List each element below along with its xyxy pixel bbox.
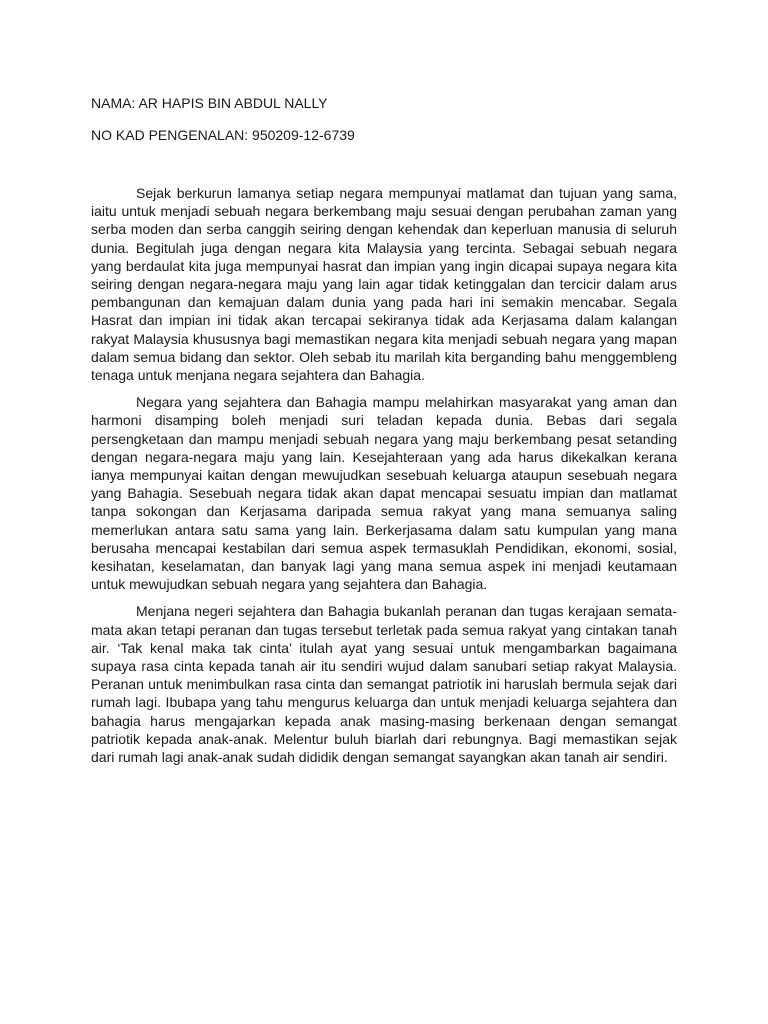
student-name: NAMA: AR HAPIS BIN ABDUL NALLY xyxy=(91,95,328,111)
essay-body xyxy=(91,184,677,775)
document-header xyxy=(91,94,681,158)
ic-number: NO KAD PENGENALAN: 950209-12-6739 xyxy=(91,127,355,143)
paragraph-3: Menjana negeri sejahtera dan Bahagia bukanlah peranan dan tugas kerajaan semata-mata akan tetapi peranan dan tugas tersebut terletak pada semua rakyat yang cintakan tanah air. ‘Tak kenal maka tak cinta’ itulah ayat yang sesuai untuk mengambarkan bagaimana supaya rasa cinta kepada tanah air itu sendiri wujud dalam sanubari setiap rakyat Malaysia. Peranan untuk menimbulkan rasa cinta dan semangat patriotik ini haruslah bermula sejak dari rumah lagi. Ibubapa yang tahu mengurus keluarga dan untuk menjadi keluarga sejahtera dan bahagia harus mengajarkan kepada anak masing-masing berkenaan dengan semangat patriotik kepada anak-anak. Melentur buluh biarlah dari rebungnya. Bagi memastikan sejak dari rumah lagi anak-anak sudah dididik dengan semangat sayangkan akan tanah air sendiri. xyxy=(91,603,677,766)
paragraph-2: Negara yang sejahtera dan Bahagia mampu melahirkan masyarakat yang aman dan harmoni disamping boleh menjadi suri teladan kepada dunia. Bebas dari segala persengketaan dan mampu menjadi sebuah negara yang maju berkembang pesat setanding dengan negara-negara maju yang lain. Kesejahteraan yang ada harus dikekalkan kerana ianya mempunyai kaitan dengan mewujudkan sesebuah keluarga ataupun sesebuah negara yang Bahagia. Sesebuah negara tidak akan dapat mencapai sesuatu impian dan matlamat tanpa sokongan dan Kerjasama daripada semua rakyat yang mana semuanya saling memerlukan antara satu sama yang lain. Berkerjasama dalam satu kumpulan yang mana berusaha mencapai kestabilan dari semua aspek termasuklah Pendidikan, ekonomi, sosial, kesihatan, keselamatan, dan banyak lagi yang mana semua aspek ini menjadi keutamaan untuk mewujudkan sebuah negara yang sejahtera dan Bahagia. xyxy=(91,394,677,593)
paragraph-1: Sejak berkurun lamanya setiap negara mempunyai matlamat dan tujuan yang sama, iaitu untuk menjadi sebuah negara berkembang maju sesuai dengan perubahan zaman yang serba moden dan serba canggih seiring dengan kehendak dan keperluan manusia di seluruh dunia. Begitulah juga dengan negara kita Malaysia yang tercinta. Sebagai sebuah negara yang berdaulat kita juga mempunyai hasrat dan impian yang ingin dicapai supaya negara kita seiring dengan negara-negara maju yang lain agar tidak ketinggalan dan tercicir dalam arus pembangunan dan kemajuan dalam dunia yang pada hari ini semakin mencabar. Segala Hasrat dan impian ini tidak akan tercapai sekiranya tidak ada Kerjasama dalam kalangan rakyat Malaysia khususnya bagi memastikan negara kita menjadi sebuah negara yang mapan dalam semua bidang dan sektor. Oleh sebab itu marilah kita berganding bahu menggembleng tenaga untuk menjana negara sejahtera dan Bahagia. xyxy=(91,185,677,384)
